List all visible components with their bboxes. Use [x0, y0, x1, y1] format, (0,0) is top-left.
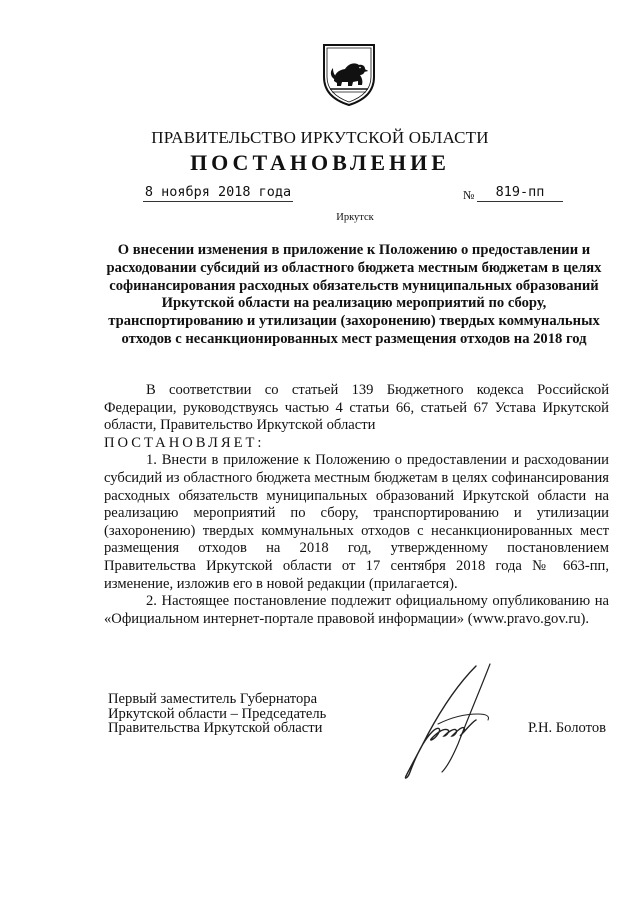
document-city: Иркутск [336, 212, 374, 223]
document-body [104, 382, 609, 628]
signature-icon [398, 660, 506, 790]
document-type: ПОСТАНОВЛЕНИЕ [190, 150, 450, 175]
signer-name: Р.Н. Болотов [528, 720, 607, 736]
authority-name: ПРАВИТЕЛЬСТВО ИРКУТСКОЙ ОБЛАСТИ [151, 128, 489, 147]
resolves-line: ПОСТАНОВЛЯЕТ: [104, 434, 265, 451]
document-date: 8 ноября 2018 года [144, 184, 292, 200]
preamble-paragraph: В соответствии со статьей 139 Бюджетного кодекса Российской Федерации, руководствуясь частью 4 статьи 66, статьей 67 Устава Иркутской области, Правительство Иркутской области [104, 382, 609, 434]
signer-position-line: Первый заместитель Губернатора [108, 691, 318, 707]
signer-position [108, 692, 326, 736]
item-2-paragraph: 2. Настоящее постановление подлежит официальному опубликованию на «Официальном интернет-портале правовой информации» (www.pravo.gov.ru). [104, 593, 609, 627]
item-1-paragraph: 1. Внести в приложение к Положению о предоставлении и расходовании субсидий из областного бюджета местным бюджетам в целях софинансирования расходных обязательств муниципальных образований Иркутской области на реализацию мероприятий по сбору, транспортированию и утилизации (захоронению) твердых коммунальных отходов с несанкционированных мест размещения отходов на 2018 год, утвержденному постановлением Правительства Иркутской области от 17 сентября 2018 года № 663-пп, изменение, изложив его в новой редакции (прилагается). [104, 452, 609, 592]
signer-position-line: Иркутской области – Председатель [108, 705, 327, 722]
number-sign: № [463, 188, 475, 202]
coat-of-arms-icon [318, 41, 380, 107]
signer-position-line: Правительства Иркутской области [108, 720, 323, 737]
document-number: 819-пп [477, 184, 563, 202]
document-title: О внесении изменения в приложение к Положению о предоставлении и расходовании субсидий из областного бюджета местным бюджетам в целях софинансирования расходных обязательств муниципальных образований Иркутской области на реализацию мероприятий по сбору, транспортированию и утилизации (захоронению) твердых коммунальных отходов с несанкционированных мест размещения отходов на 2018 год [106, 242, 602, 347]
